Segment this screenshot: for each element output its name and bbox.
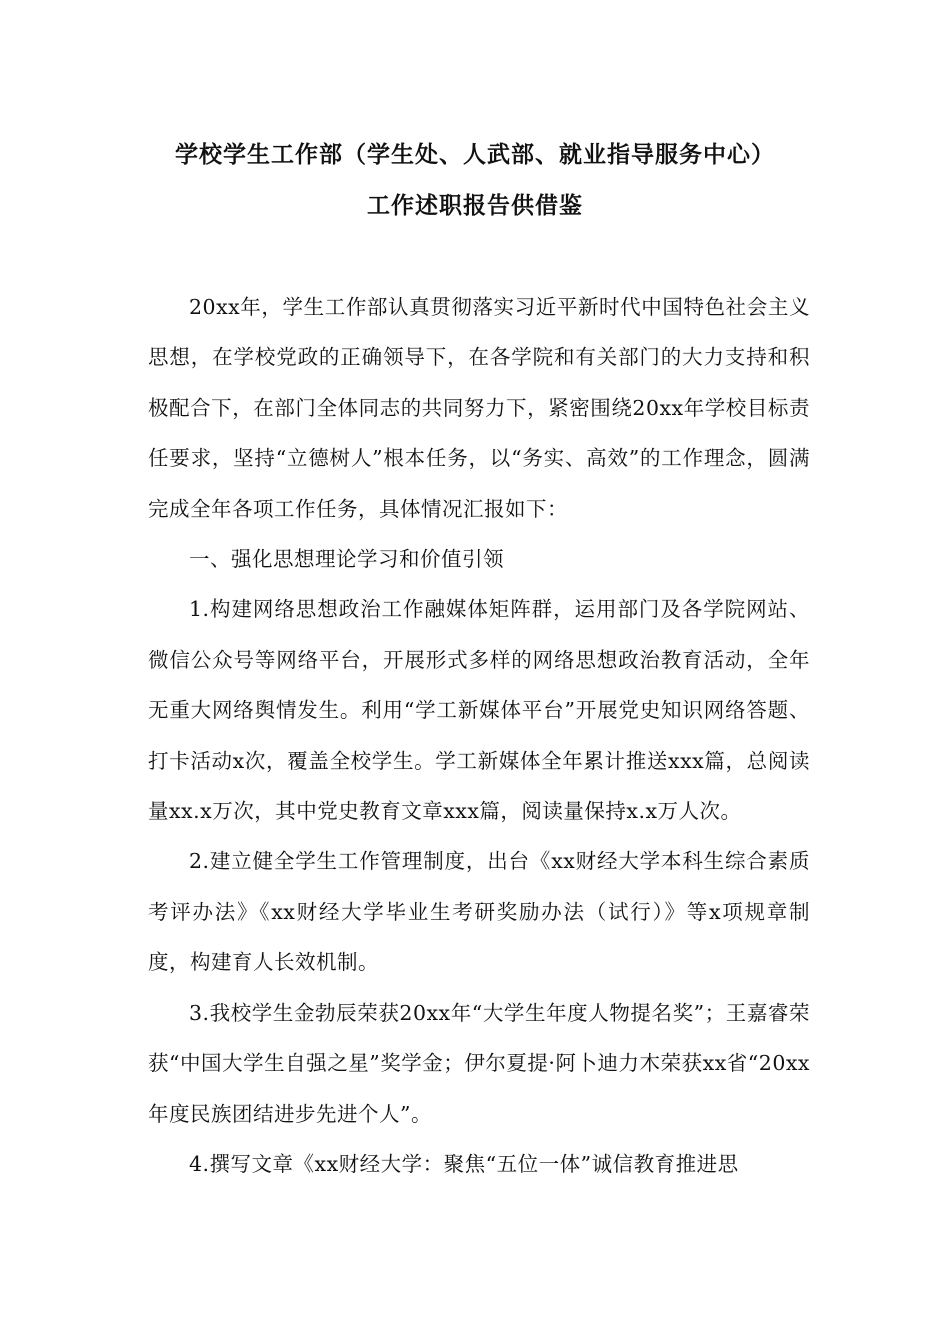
document-body [148, 282, 810, 1189]
document-title-line1: 学校学生工作部（学生处、人武部、就业指导服务中心） [175, 142, 775, 168]
intro-paragraph: 20xx年，学生工作部认真贯彻落实习近平新时代中国特色社会主义思想，在学校党政的正确领导下，在各学院和有关部门的大力支持和积极配合下，在部门全体同志的共同努力下，紧密围绕20xx年学校目标责任要求，坚持“立德树人”根本任务，以“务实、高效”的工作理念，圆满完成全年各项工作任务，具体情况汇报如下： [148, 295, 810, 521]
list-item-3: 3.我校学生金勃辰荣获20xx年“大学生年度人物提名奖”；王嘉睿荣获“中国大学生自强之星”奖学金；伊尔夏提·阿卜迪力木荣获xx省“20xx年度民族团结进步先进个人”。 [148, 1000, 810, 1126]
list-item-2: 2.建立健全学生工作管理制度，出台《xx财经大学本科生综合素质考评办法》《xx财经大学毕业生考研奖励办法（试行）》等x项规章制度，构建育人长效机制。 [148, 849, 810, 975]
list-item-4: 4.撰写文章《xx财经大学：聚焦“五位一体”诚信教育推进思 [189, 1151, 739, 1176]
document-title-line2: 工作述职报告供借鉴 [367, 193, 583, 219]
section-heading: 一、强化思想理论学习和价值引领 [189, 547, 504, 572]
list-item-1: 1.构建网络思想政治工作融媒体矩阵群，运用部门及各学院网站、微信公众号等网络平台，开展形式多样的网络思想政治教育活动，全年无重大网络舆情发生。利用“学工新媒体平台”开展党史知识网络答题、打卡活动x次，覆盖全校学生。学工新媒体全年累计推送xxx篇，总阅读量xx.x万次，其中党史教育文章xxx篇，阅读量保持x.x万人次。 [148, 597, 810, 824]
